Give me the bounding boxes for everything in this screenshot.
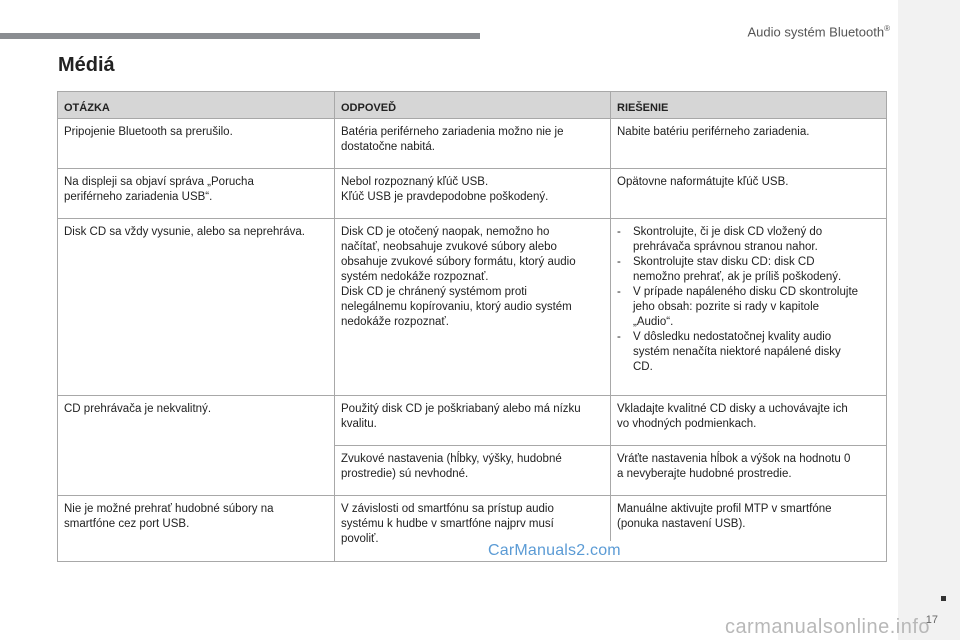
answer-cell: Disk CD je otočený naopak, nemožno ho načítať, neobsahuje zvukové súbory alebo obsahuje zvukové súbory formátu, ktorý audio systém nedokáže rozpoznať. Disk CD je chránený systémom proti nelegálnemu kopírovaniu, ktorý audio systém nedokáže rozpoznať. [335, 219, 611, 396]
question-cell: Na displeji sa objaví správa „Porucha periférneho zariadenia USB“. [58, 169, 335, 219]
page-number: 17 [925, 614, 938, 626]
faq-table [57, 91, 887, 562]
side-strip [898, 0, 960, 640]
solution-item: - V dôsledku nedostatočnej kvality audio systém nenačíta niektoré napálené disky CD. [617, 330, 880, 375]
table-row [58, 219, 887, 396]
solution-cell: Opätovne naformátujte kľúč USB. [611, 169, 887, 219]
table-header-row [58, 92, 887, 119]
solution-cell: Manuálne aktivujte profil MTP v smartfóne (ponuka nastavení USB). [611, 496, 887, 562]
header-answer: ODPOVEĎ [335, 92, 611, 119]
page-marker-icon [941, 596, 946, 601]
table-row [58, 119, 887, 169]
solution-item: - Skontrolujte, či je disk CD vložený do prehrávača správnou stranou nahor. [617, 225, 880, 255]
answer-cell: Batéria periférneho zariadenia možno nie je dostatočne nabitá. [335, 119, 611, 169]
solution-list [617, 225, 880, 375]
header-solution: RIEŠENIE [611, 92, 887, 119]
table-row [58, 396, 887, 446]
solution-item: - V prípade napáleného disku CD skontrolujte jeho obsah: pozrite si rady v kapitole „Audio“. [617, 285, 880, 330]
header-question: OTÁZKA [58, 92, 335, 119]
question-cell: Pripojenie Bluetooth sa prerušilo. [58, 119, 335, 169]
section-title: Audio systém Bluetooth® [747, 24, 890, 40]
footer-watermark[interactable]: carmanualsonline.info [724, 616, 930, 638]
question-cell: Nie je možné prehrať hudobné súbory na smartfóne cez port USB. [58, 496, 335, 562]
page-title: Médiá [58, 54, 115, 76]
solution-cell [611, 219, 887, 396]
solution-cell: Vráťte nastavenia hĺbok a výšok na hodnotu 0 a nevyberajte hudobné prostredie. [611, 446, 887, 496]
question-cell: CD prehrávača je nekvalitný. [58, 396, 335, 496]
answer-cell: Nebol rozpoznaný kľúč USB. Kľúč USB je pravdepodobne poškodený. [335, 169, 611, 219]
solution-cell: Vkladajte kvalitné CD disky a uchovávajte ich vo vhodných podmienkach. [611, 396, 887, 446]
table-row [58, 169, 887, 219]
watermark-logo[interactable]: CarManuals2.com [484, 541, 625, 561]
solution-item: - Skontrolujte stav disku CD: disk CD nemožno prehrať, ak je príliš poškodený. [617, 255, 880, 285]
table-row [58, 496, 887, 562]
header-bar [0, 33, 480, 39]
answer-cell: V závislosti od smartfónu sa prístup audio systému k hudbe v smartfóne najprv musí povoliť. [335, 496, 611, 562]
answer-cell: Použitý disk CD je poškriabaný alebo má nízku kvalitu. [335, 396, 611, 446]
solution-cell: Nabite batériu periférneho zariadenia. [611, 119, 887, 169]
question-cell: Disk CD sa vždy vysunie, alebo sa neprehráva. [58, 219, 335, 396]
answer-cell: Zvukové nastavenia (hĺbky, výšky, hudobné prostredie) sú nevhodné. [335, 446, 611, 496]
